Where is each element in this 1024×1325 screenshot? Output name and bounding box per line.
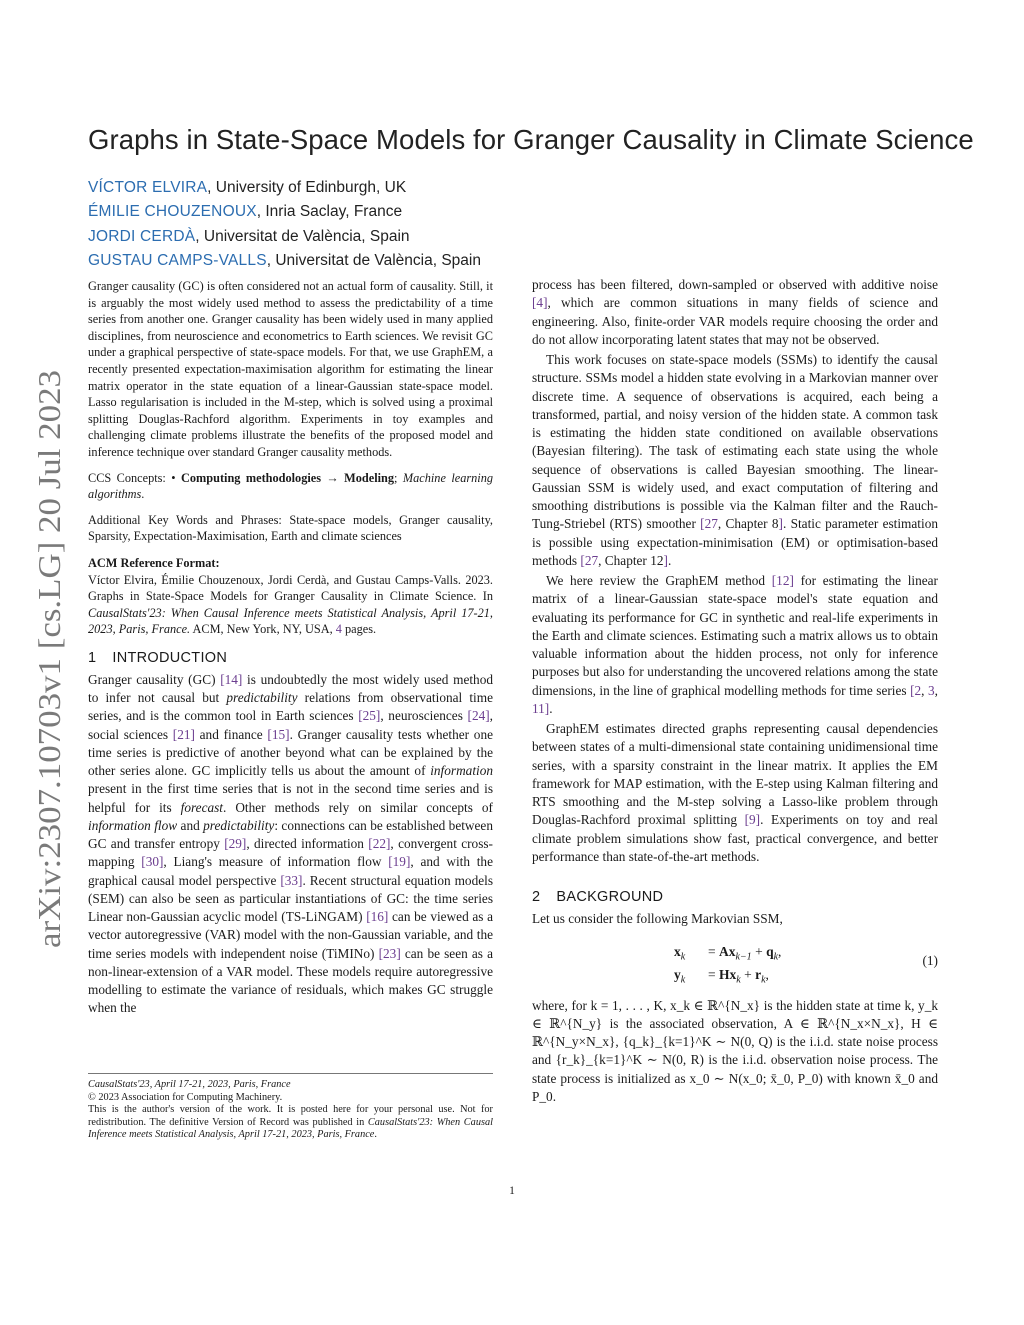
text-run: is undoubtedly the most widely used method to infer not causal but (88, 671, 493, 706)
text-run: can be seen as a non-linear-extension of a VAR model. These models require autoregressive modelling to estimate the variance of residuals, which makes GC struggle when the (88, 945, 493, 1016)
ccs-prefix: CCS Concepts: • (88, 470, 181, 485)
text-run: , social sciences (88, 708, 493, 742)
citation-link[interactable]: ] (778, 516, 783, 532)
ccs-sep: ; (394, 470, 403, 485)
citation-link[interactable]: [27 (700, 516, 718, 532)
text-run: . Granger causality tests whether one time series is predictive of another beyond what can be explained by the other series alone. GC implicitly tells us about the amount of (88, 726, 493, 779)
text-run: relations from observational time series, and is the common tool in Earth sciences (88, 690, 493, 724)
text-run: . Experiments on toy and real climate problem simulations show fast, practical convergence, and better performance than state-of-the-art methods. (532, 812, 938, 864)
author-affiliation: , Universitat de València, Spain (195, 227, 410, 245)
text-run: process has been filtered, down-sampled or observed with additive noise (532, 277, 938, 292)
author-list (88, 176, 528, 273)
author-name: VÍCTOR ELVIRA (88, 179, 208, 196)
emphasis: information (430, 763, 493, 779)
emphasis: predictability (203, 817, 275, 833)
citation-link[interactable]: [27 (580, 552, 599, 568)
author-line (88, 249, 528, 273)
body-paragraph (532, 720, 938, 866)
footnote-copyright: © 2023 Association for Computing Machinery. (88, 1091, 283, 1103)
equation-lines (674, 943, 781, 990)
citation-link[interactable]: [14] (220, 671, 243, 687)
citation-link[interactable]: [29] (224, 836, 247, 852)
text-run: . Other methods rely on similar concepts of (223, 799, 493, 815)
section-heading-introduction (88, 650, 493, 667)
text-run: . Static parameter estimation is possible using expectation-minimisation (EM) or optimisation-based methods (532, 516, 938, 568)
paper-title: Graphs in State-Space Models for Granger Causality in Climate Science (88, 124, 974, 155)
abstract (88, 278, 493, 461)
acm-ref-venue: CausalStats'23: When Causal Inference meets Statistical Analysis, April 17-21, 2023, Paris, France. (88, 605, 493, 637)
body-paragraph (532, 276, 938, 349)
citation-link[interactable]: [4] (532, 295, 548, 311)
citation-link[interactable]: [24] (467, 708, 490, 724)
page-number: 1 (509, 1185, 515, 1197)
author-affiliation: , University of Edinburgh, UK (207, 179, 407, 196)
text-run: , neurosciences (380, 708, 468, 724)
section-title: INTRODUCTION (112, 649, 228, 666)
author-name: GUSTAU CAMPS-VALLS (88, 251, 267, 269)
equation-row-state: $x_k = Ax_{k-1} + q_k$, (674, 943, 782, 963)
author-line (88, 225, 528, 249)
footnote (88, 1073, 493, 1142)
citation-link[interactable]: [33] (280, 872, 303, 888)
body-paragraph (532, 351, 938, 570)
section-heading-background (532, 888, 938, 906)
text-run: We here review the GraphEM method (546, 573, 772, 588)
author-line (88, 200, 528, 224)
acm-ref-part: pages. (341, 622, 377, 637)
citation-link[interactable]: 3 (928, 682, 935, 698)
footnote-note-text: This is the author's version of the work. It is posted here for your personal use. Not for redistribution. The definitive Version of Record was published in (88, 1104, 493, 1128)
text-run: . (667, 552, 672, 568)
text-run: , Chapter 8 (717, 516, 779, 532)
citation-link[interactable]: [9] (744, 812, 761, 828)
text-run: present in the first time series that is not in the second time series and is helpful for its (88, 781, 493, 815)
ccs-concepts (88, 470, 493, 503)
text-run: GraphEM estimates directed graphs representing causal dependencies between states of a multi-dimensional state containing unidimensional time series, with a sparsity constraint in the linear matrix. It applies the EM framework for MAP estimation, with the E-step using Kalman filtering and RTS smoothing and the M-step solving a Lasso-like problem through Douglas-Rachford proximal splitting (532, 721, 938, 828)
ccs-end: . (141, 487, 145, 502)
citation-link[interactable]: [25] (358, 708, 381, 724)
text-run: This work focuses on state-space models (SSMs) to identify the causal structure. SSMs model a hidden state evolving in a Markovian manner over discrete time. A sequence of observations is acquired, each being a transformed, partial, and noisy version of the hidden state. A common task is estimating the hidden state conditioned on available observations (Bayesian filtering). The task of estimating each state using the whole sequence of observations is called Bayesian smoothing. The linear-Gaussian SSM is widely used, and exact computation of filtering and smoothing distributions is possible via the Kalman filter and the Rauch-Tung-Striebel (RTS) smoother (532, 352, 938, 532)
citation-link[interactable]: [2 (910, 682, 922, 698)
citation-link[interactable]: [21] (172, 726, 195, 742)
citation-link[interactable]: [23] (378, 945, 401, 961)
citation-link[interactable]: 11] (532, 700, 550, 716)
text-run: and (177, 817, 204, 833)
text-run: for estimating the linear matrix of a linear-Gaussian state-space model's state equation and evaluating its performance for GC in synthetic and real-life experiments in the Earth and climate sciences. Estimating such a matrix allows us to obtain valuable information about the hidden process, not only for inference purposes but also for understanding the uncovered relations among the state dimensions, in the line of graphical modelling methods for time series (532, 573, 938, 698)
citation-link[interactable]: [12] (771, 573, 794, 588)
section-number: 2 (532, 889, 541, 905)
emphasis: information flow (88, 817, 178, 833)
acm-ref-part: ACM, New York, NY, USA, (190, 622, 336, 637)
author-line (88, 176, 528, 200)
author-affiliation: , Inria Saclay, France (256, 203, 403, 221)
text-run: . (549, 700, 553, 716)
equation-1 (532, 943, 938, 991)
text-run: , (934, 682, 938, 698)
text-run: , directed information (246, 836, 369, 852)
text-run: , (921, 682, 928, 698)
text-run: , Liang's measure of information flow (163, 854, 389, 870)
equation-row-observation: $y_k = Hx_k + r_k$, (674, 967, 769, 986)
footnote-note-venue: CausalStats'23: When Causal Inference meets Statistical Analysis, April 17-21, 2023, Paris, France (88, 1116, 493, 1141)
arxiv-stamp (28, 368, 68, 948)
equation-number: (1) (922, 952, 938, 968)
text-run: , convergent cross-mapping (88, 836, 493, 870)
text-run: and finance (194, 726, 268, 742)
keywords: Additional Key Words and Phrases: State-space models, Granger causality, Sparsity, Expectation-Maximisation, Earth and climate sciences (88, 512, 493, 544)
ccs-bold: Computing methodologies → Modeling (181, 470, 395, 485)
acm-reference-heading: ACM Reference Format: (88, 555, 220, 570)
abstract-text: Granger causality (GC) is often considered not an actual form of causality. Still, it is arguably the most widely used method to assess the predictability of a time series from another one. Granger causality has been widely used in many applied disciplines, from neuroscience and econometrics to Earth sciences. We revisit GC under a graphical perspective of state-space models. For that, we use GraphEM, a recently presented expectation-maximisation algorithm for estimating the linear matrix operator in the state equation of a linear-Gaussian state-space model. Lasso regularisation is included in the M-step, which is solved using a proximal splitting Douglas-Rachford algorithm. Experiments in toy examples and challenging climate problems illustrate the benefits of the proposed model and inference technique over standard Granger causality methods. (88, 279, 493, 459)
citation-link[interactable]: [22] (368, 836, 391, 852)
text-run: : connections can be established between GC and transfer entropy (88, 817, 493, 852)
footnote-venue: CausalStats'23, April 17-21, 2023, Paris, France (88, 1079, 291, 1090)
background-intro: Let us consider the following Markovian SSM, (532, 911, 783, 927)
citation-link[interactable]: ] (663, 552, 668, 568)
body-paragraph (532, 572, 938, 718)
section-number: 1 (88, 649, 97, 666)
text-run: Granger causality (GC) (88, 671, 221, 687)
citation-link[interactable]: [15] (267, 726, 290, 742)
text-run: can be viewed as a vector autoregressive (VAR) model with the non-Gaussian variable, and the time series models with independent noise (TiMINo) (88, 909, 493, 961)
citation-link[interactable]: [16] (366, 909, 389, 925)
author-affiliation: , Universitat de València, Spain (266, 251, 481, 269)
left-column (88, 278, 493, 1018)
author-name: ÉMILIE CHOUZENOUX (88, 203, 257, 221)
text-run: , Chapter 12 (598, 552, 664, 568)
intro-paragraph (88, 671, 493, 1018)
right-column (532, 276, 938, 1106)
text-run: , and with the graphical causal model perspective (88, 854, 493, 888)
footnote-note (88, 1104, 493, 1142)
author-name: JORDI CERDÀ (88, 227, 196, 245)
after-equation-paragraph: where, for k = 1, . . . , K, x_k ∈ ℝ^{N_x} is the hidden state at time k, y_k ∈ ℝ^{N_y} is the associated observation, A ∈ ℝ^{N_x×N_x}, H ∈ ℝ^{N_y×N_x}, {q_k}_{k=1}^K ∼ N(0, Q) is the i.i.d. state noise process and {r_k}_{k=1}^K ∼ N(0, R) is the i.i.d. observation noise process. The state process is initialized as x_0 ∼ N(x_0; x̄_0, P_0) with known x̄_0 and P_0. (532, 997, 938, 1104)
arxiv-stamp-text: arXiv:2307.10703v1 [cs.LG] 20 Jul 2023 (31, 418, 67, 948)
acm-ref-part: Víctor Elvira, Émilie Chouzenoux, Jordi Cerdà, and Gustau Camps-Valls. 2023. Graphs in State-Space Models for Granger Causality in Climate Science. In (88, 572, 493, 604)
text-run: , which are common situations in many fields of science and engineering. Also, finite-order VAR models require choosing the order and do not allow incorporating latent states that may not be observed. (532, 295, 938, 347)
citation-link[interactable]: [30] (141, 854, 164, 870)
ccs-italic: Machine learning algorithms (88, 470, 493, 502)
text-run: . Recent structural equation models (SEM) can also be seen as particular instantiations of GC: the time series Linear non-Gaussian acyclic model (TS-LiNGAM) (88, 872, 493, 925)
section-title: BACKGROUND (556, 889, 664, 905)
acm-reference-text (88, 572, 493, 638)
emphasis: predictability (226, 690, 298, 706)
emphasis: forecast (180, 799, 224, 815)
acm-ref-pages-link[interactable]: 4 (335, 622, 342, 637)
footnote-note-end: . (374, 1129, 377, 1141)
citation-link[interactable]: [19] (388, 854, 411, 870)
